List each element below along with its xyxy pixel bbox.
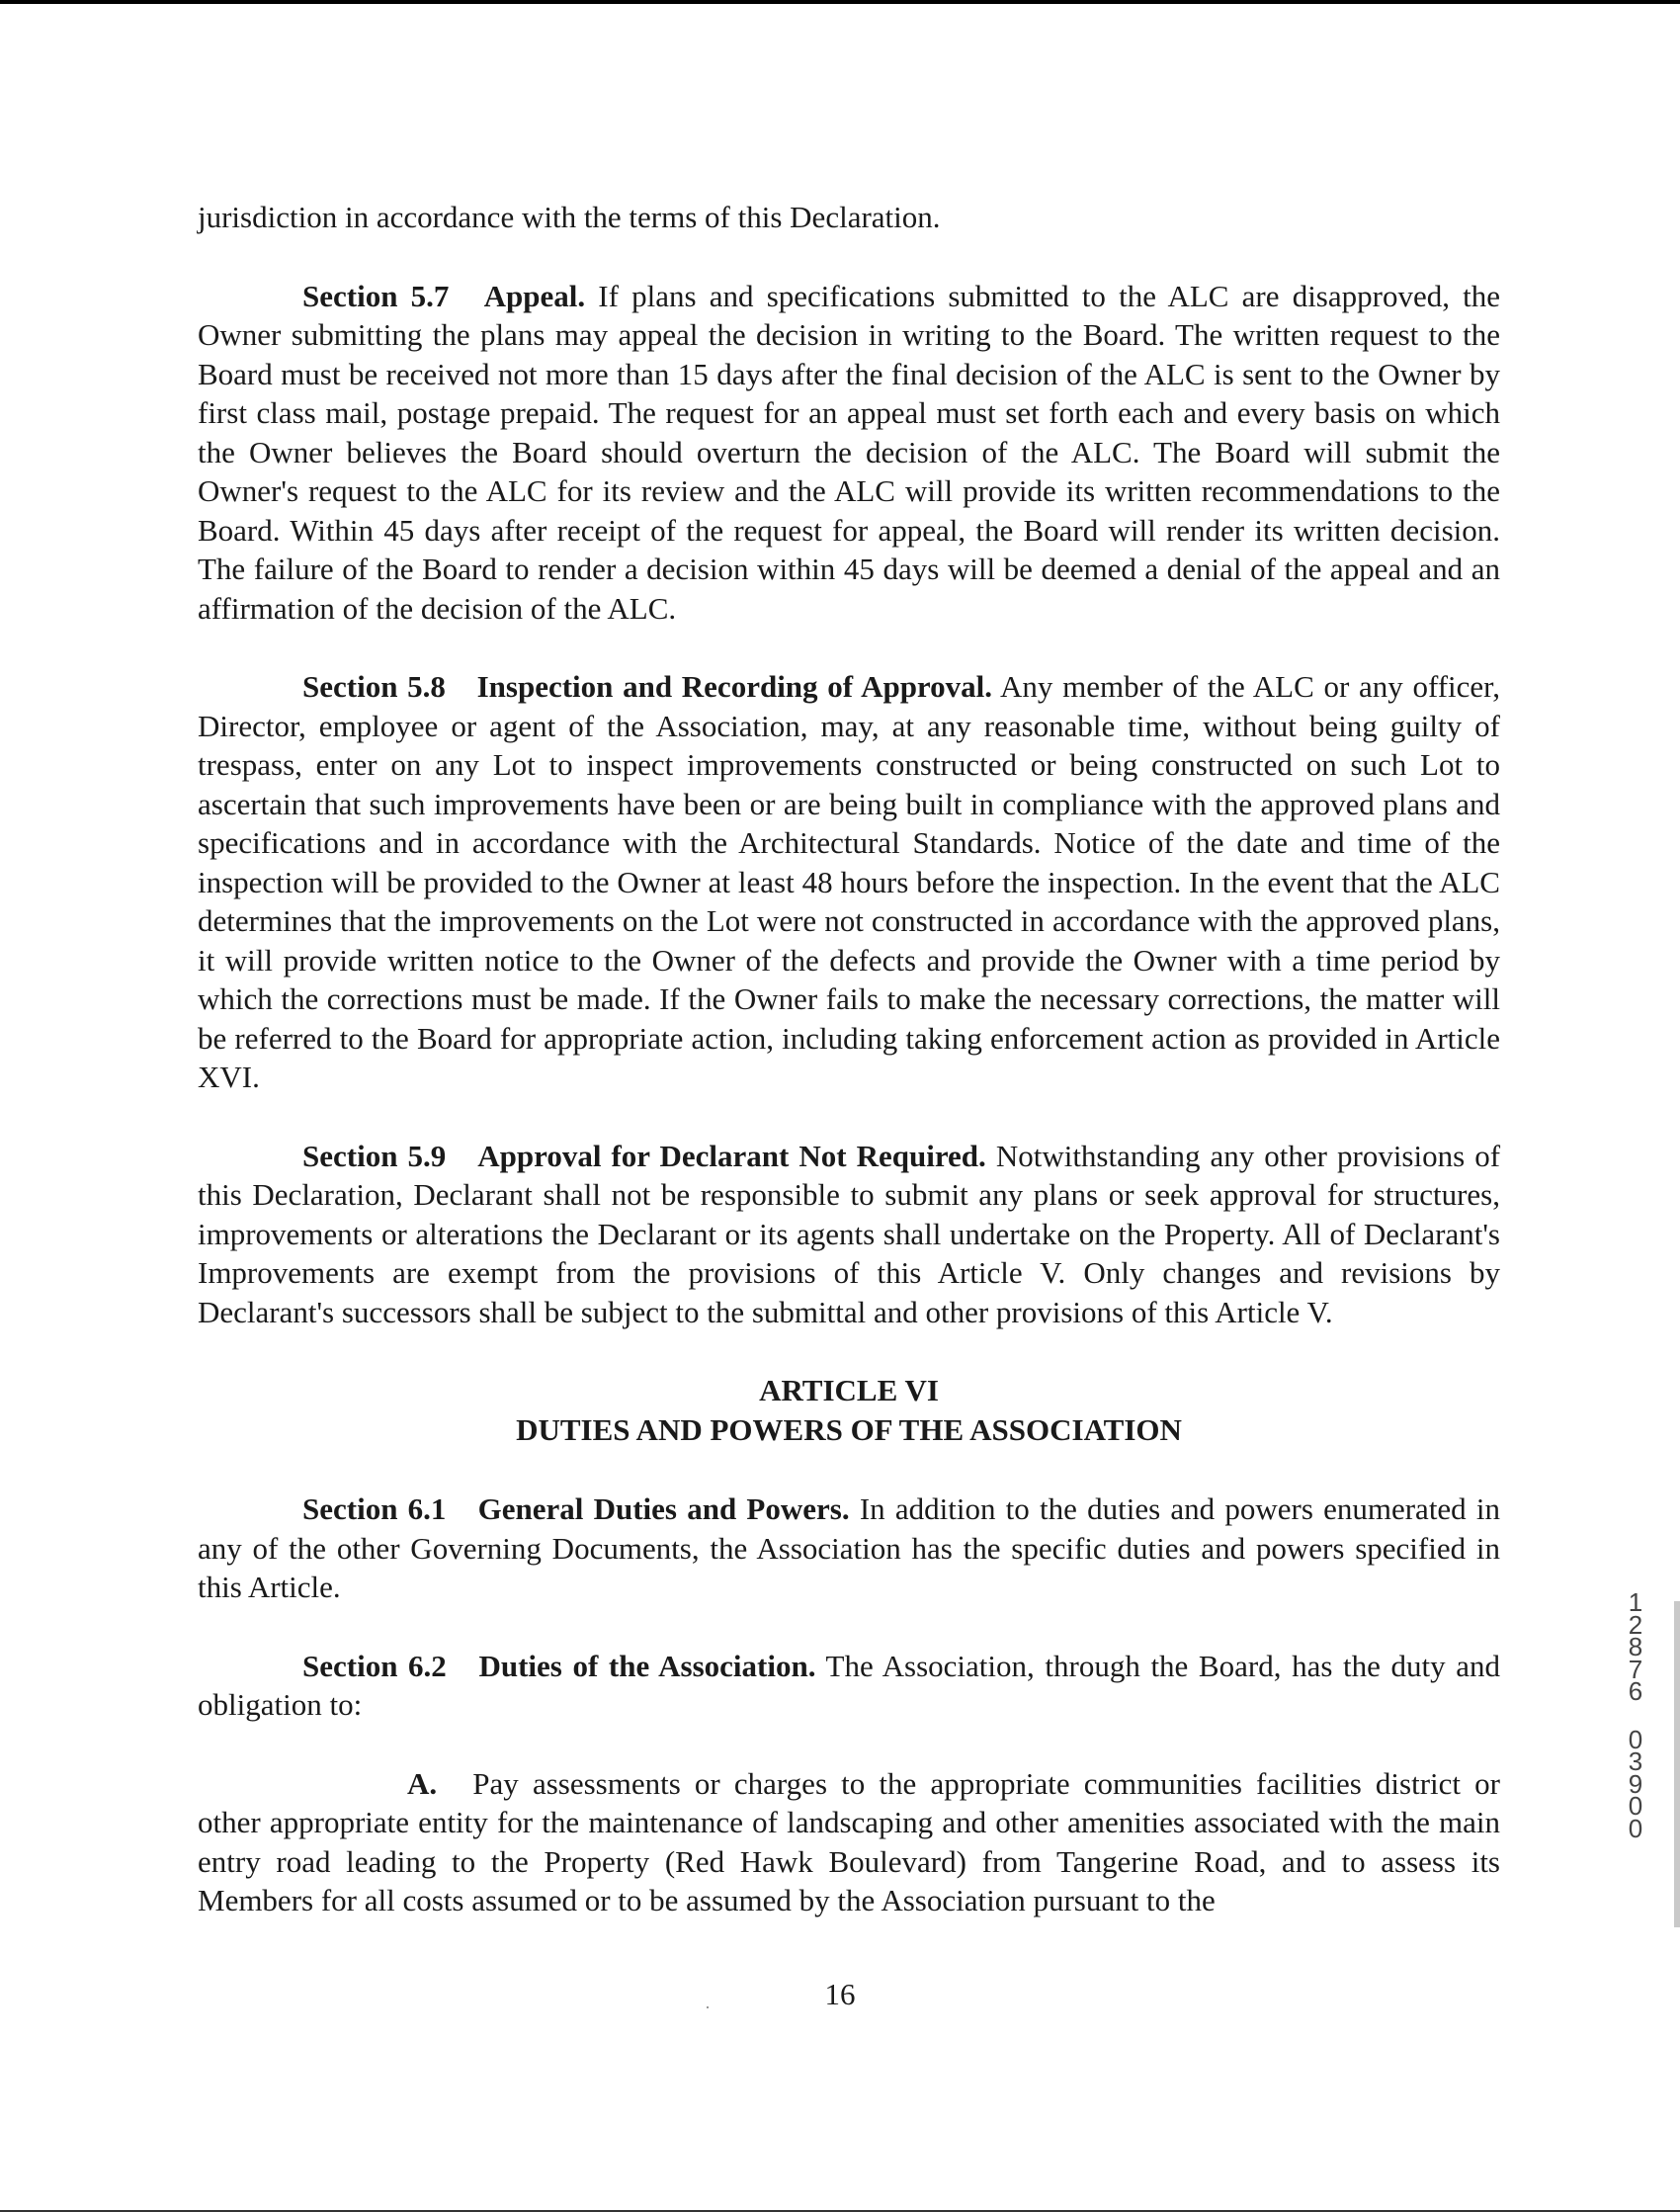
section-number: Section 6.2 (302, 1648, 447, 1683)
section-6-1 (198, 1489, 1500, 1607)
section-text: Any member of the ALC or any officer, Director, employee or agent of the Association, may, at any reasonable time, without being guilty of trespass, enter on any Lot to inspect improvements constructed or being constructed on such Lot to ascertain that such improvements have been or are being built in compliance with the approved plans and specifications and in accordance with the Architectural Standards. Notice of the date and time of the inspection will be provided to the Owner at least 48 hours before the inspection. In the event that the ALC determines that the improvements on the Lot were not constructed in accordance with the approved plans, it will provide written notice to the Owner of the defects and provide the Owner with a time period by which the corrections must be made. If the Owner fails to make the necessary corrections, the matter will be referred to the Board for appropriate action, including taking enforcement action as provided in Article XVI. (198, 669, 1500, 1094)
section-5-8 (198, 667, 1500, 1097)
section-text: If plans and specifications submitted to the ALC are disapproved, the Owner submitting the plans may appeal the decision in writing to the Board. The written request to the Board must be received not more than 15 days after the final decision of the ALC is sent to the Owner by first class mail, postage prepaid. The request for an appeal must set forth each and every basis on which the Owner believes the Board should overturn the decision of the ALC. The Board will submit the Owner's request to the ALC for its review and the ALC will provide its written recommendations to the Board. Within 45 days after receipt of the request for appeal, the Board will render its written decision. The failure of the Board to render a decision within 45 days will be deemed a denial of the appeal and an affirmation of the decision of the ALC. (198, 278, 1501, 626)
section-title: Approval for Declarant Not Required. (477, 1138, 986, 1173)
article-heading (198, 1371, 1500, 1450)
section-number: Section 5.9 (302, 1138, 447, 1173)
section-title: Duties of the Association. (478, 1648, 816, 1683)
side-digit: 3 (1628, 1746, 1643, 1776)
side-digit: 0 (1628, 1813, 1643, 1843)
section-6-2 (198, 1647, 1500, 1725)
side-digit: 0 (1628, 1791, 1643, 1821)
continuation-paragraph: jurisdiction in accordance with the terms of this Declaration. (198, 200, 941, 234)
side-digit: 8 (1628, 1632, 1643, 1661)
side-digit: 9 (1628, 1768, 1643, 1799)
side-digit: 1 (1628, 1587, 1643, 1617)
section-text: Notwithstanding any other provisions of this Declaration, Declarant shall not be responsible to submit any plans or seek approval for structures, improvements or alterations the Declarant or its agents shall undertake on the Property. All of Declarant's Improvements are exempt from the provisions of this Article V. Only changes and revisions by Declarant's successors shall be subject to the submittal and other provisions of this Article V. (198, 1138, 1501, 1329)
article-number: ARTICLE VI (759, 1373, 939, 1407)
section-number: Section 5.7 (302, 278, 450, 313)
section-5-9 (198, 1137, 1500, 1332)
article-title: DUTIES AND POWERS OF THE ASSOCIATION (516, 1412, 1182, 1447)
scan-edge-top (0, 0, 1680, 4)
side-digit: 6 (1628, 1676, 1643, 1706)
section-text: The Association, through the Board, has the duty and obligation to: (198, 1648, 1501, 1722)
section-number: Section 6.1 (302, 1491, 447, 1526)
list-item-text: Pay assessments or charges to the appropriate communities facilities district or other appropriate entity for the maintenance of landscaping and other amenities associated with the main entry road leading to the Property (Red Hawk Boulevard) from Tangerine Road, and to assess its Members for all costs assumed or to be assumed by the Association pursuant to the (198, 1765, 1500, 1917)
section-title: Appeal. (483, 278, 586, 313)
list-item-a (198, 1764, 1500, 1920)
document-page (198, 198, 1500, 1920)
side-digit: 2 (1628, 1609, 1643, 1640)
list-item-label: A. (407, 1765, 438, 1801)
section-title: General Duties and Powers. (477, 1491, 850, 1526)
section-5-7 (198, 277, 1500, 629)
page-number: 16 (824, 1977, 856, 2011)
scan-speck (707, 2006, 709, 2008)
scan-edge-right (1674, 1601, 1680, 1927)
section-number: Section 5.8 (302, 669, 446, 704)
side-document-number (1621, 1587, 1650, 1843)
side-digit: 7 (1628, 1654, 1643, 1684)
section-text: In addition to the duties and powers enumerated in any of the other Governing Documents, the Association has the specific duties and powers specified in this Article. (198, 1491, 1501, 1604)
section-title: Inspection and Recording of Approval. (476, 669, 992, 704)
side-digit: 0 (1628, 1724, 1643, 1754)
